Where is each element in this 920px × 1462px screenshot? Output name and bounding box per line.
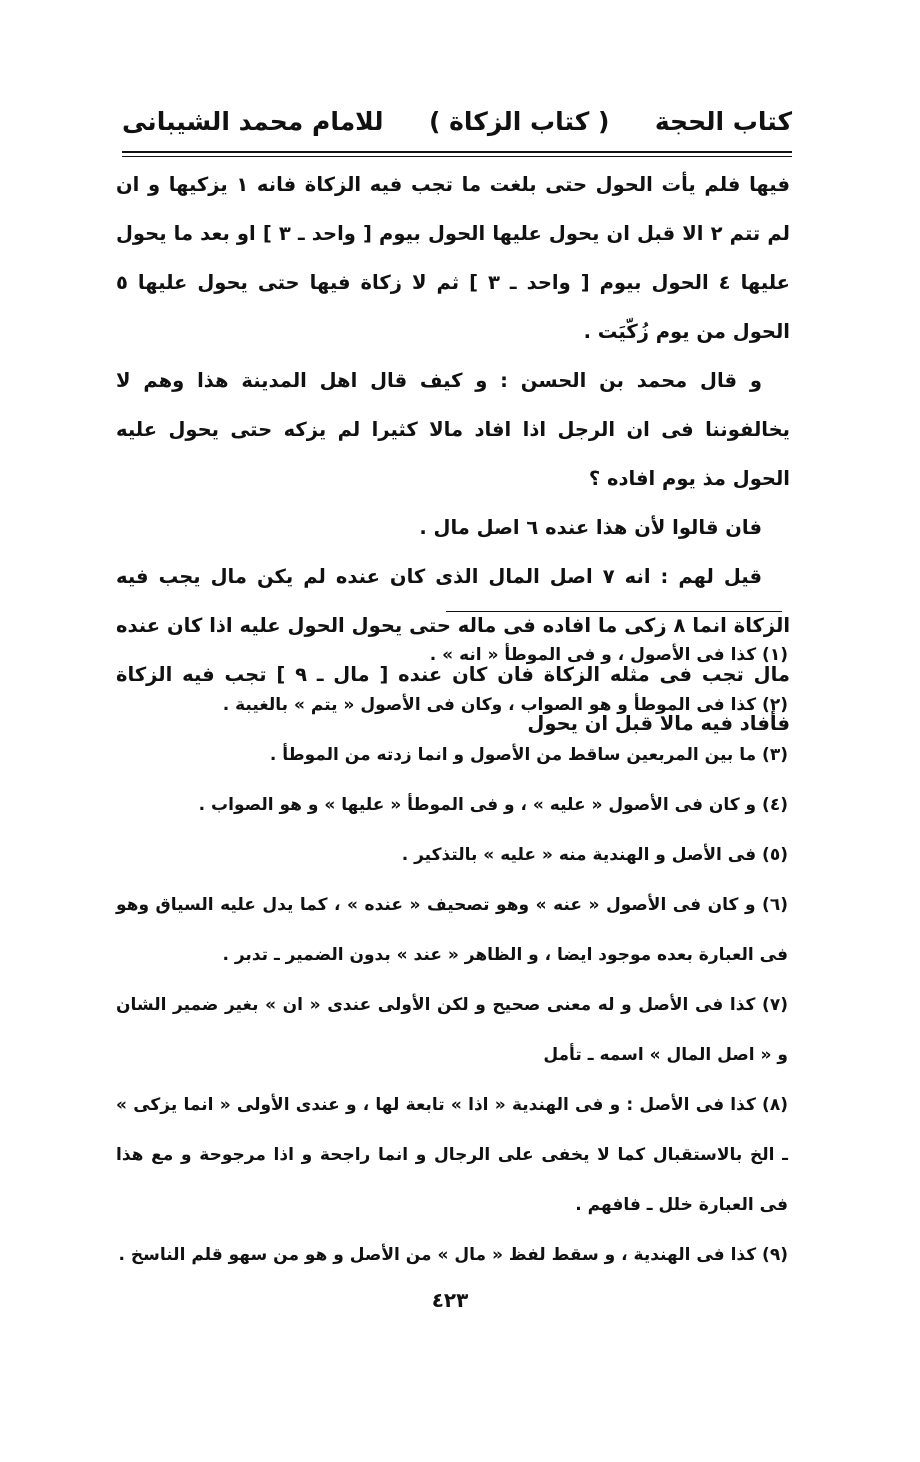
- footnote-6: (٦) و كان فى الأصول « عنه » وهو تصحيف « عنده » ، كما يدل عليه السياق وهو فى العبارة بعده موجود ايضا ، و الظاهر « عند » بدون الضمير ـ تدبر .: [116, 895, 788, 965]
- footnote-5: (٥) فى الأصل و الهندية منه « عليه » بالتذكير .: [401, 845, 788, 865]
- footnote-7: (٧) كذا فى الأصل و له معنى صحيح و لكن الأولى عندى « ان » بغير ضمير الشان و « اصل المال » اسمه ـ تأمل: [116, 995, 788, 1065]
- header-chapter-title: ( كتاب الزكاة ): [429, 106, 610, 136]
- paragraph-2: و قال محمد بن الحسن : و كيف قال اهل المدينة هذا وهم لا يخالفوننا فى ان الرجل اذا افاد مالا كثيرا لم يزكه حتى يحول عليه الحول مذ يوم افاده ؟: [116, 369, 790, 490]
- footnote-3: (٣) ما بين المربعين ساقط من الأصول و انما زدته من الموطأ .: [269, 745, 788, 765]
- header-rule: [122, 151, 792, 157]
- running-header: [122, 95, 792, 147]
- footnote-2: (٢) كذا فى الموطأ و هو الصواب ، وكان فى الأصول « يتم » بالغيبة .: [222, 695, 788, 715]
- footnote-4: (٤) و كان فى الأصول « عليه » ، و فى الموطأ « عليها » و هو الصواب .: [198, 795, 788, 815]
- paragraph-1: فيها فلم يأت الحول حتى بلغت ما تجب فيه الزكاة فانه ١ يزكيها و ان لم تتم ٢ الا قبل ان يحول عليها الحول بيوم [ واحد ـ ٣ ] او بعد ما يحول عليها ٤ الحول بيوم [ واحد ـ ٣ ] ثم لا زكاة فيها حتى يحول عليها ٥ الحول من يوم زُكّيَت .: [116, 173, 791, 343]
- page-number: ٤٢٣: [431, 1288, 469, 1312]
- footnote-divider: [446, 611, 782, 612]
- footnote-1: (١) كذا فى الأصول ، و فى الموطأ « انه » .: [429, 645, 788, 665]
- footnote-9: (٩) كذا فى الهندية ، و سقط لفظ « مال » من الأصل و هو من سهو قلم الناسخ .: [118, 1245, 788, 1265]
- footnotes: [116, 630, 788, 1280]
- paragraph-3: فان قالوا لأن هذا عنده ٦ اصل مال .: [419, 516, 762, 539]
- paragraph-4: قيل لهم : انه ٧ اصل المال الذى كان عنده لم يكن مال يجب فيه الزكاة انما ٨ زكى ما افاده فى ماله حتى يحول الحول عليه اذا كان عنده مال تجب فى مثله الزكاة فان كان عنده [ مال ـ ٩ ] تجب فيه الزكاة فأفاد فيه مالا قبل ان يحول: [116, 565, 791, 735]
- header-book-title: كتاب الحجة: [654, 106, 792, 136]
- footnote-8: (٨) كذا فى الأصل : و فى الهندية « اذا » تابعة لها ، و عندى الأولى « انما يزكى » ـ الخ بالاستقبال كما لا يخفى على الرجال و انما راجحة و اذا مرجوحة و مع هذا فى العبارة خلل ـ فافهم .: [116, 1095, 788, 1215]
- header-author: للامام محمد الشيبانى: [122, 106, 384, 136]
